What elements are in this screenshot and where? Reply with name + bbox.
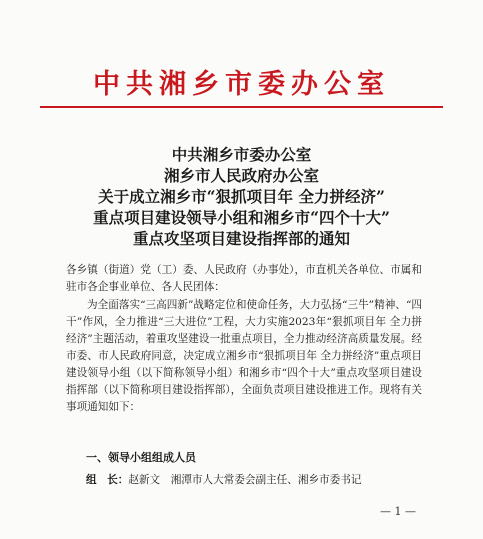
leader-entry (86, 472, 426, 487)
document-title (0, 144, 483, 249)
section-heading: 一、领导小组组成人员 (86, 451, 196, 464)
title-line: 湘乡市人民政府办公室 (163, 166, 319, 185)
leader-label: 组 长： (86, 474, 129, 486)
addressee: 各乡镇（街道）党（工）委、人民政府（办事处），市直机关各单位、市属和驻市各企事业单位、各人民团体： (66, 264, 422, 293)
leader-text: 赵新文 湘潭市人大常委会副主任、湘乡市委书记 (128, 474, 362, 486)
title-line: 中共湘乡市委办公室 (171, 145, 312, 164)
title-line: 重点攻坚项目建设指挥部的通知 (132, 229, 350, 248)
title-line: 关于成立湘乡市“狠抓项目年 全力拼经济” (98, 187, 385, 206)
issuer-header: 中共湘乡市委办公室 (93, 69, 390, 100)
page-number: — 1 — (380, 505, 416, 518)
body-paragraph: 为全面落实“三高四新”战略定位和使命任务，大力弘扬“三牛”精神、“四干”作风，全力推进“三大进位”工程，大力实施2023年“狠抓项目年 全力拼经济”主题活动，着重攻坚建设一批重点项目，全力推动经济高质量发展。经市委、市人民政府同意，决定成立湘乡市“狠抓项目年 全力拼经济”重点项目建设领导小组（以下简称领导小组）和湘乡市“四个十大”重点攻坚项目建设指挥部（以下简称项目建设指挥部），全面负责项目建设推进工作。现将有关事项通知如下： (66, 299, 422, 413)
red-divider (40, 106, 443, 108)
title-line: 重点项目建设领导小组和湘乡市“四个十大” (93, 208, 390, 227)
